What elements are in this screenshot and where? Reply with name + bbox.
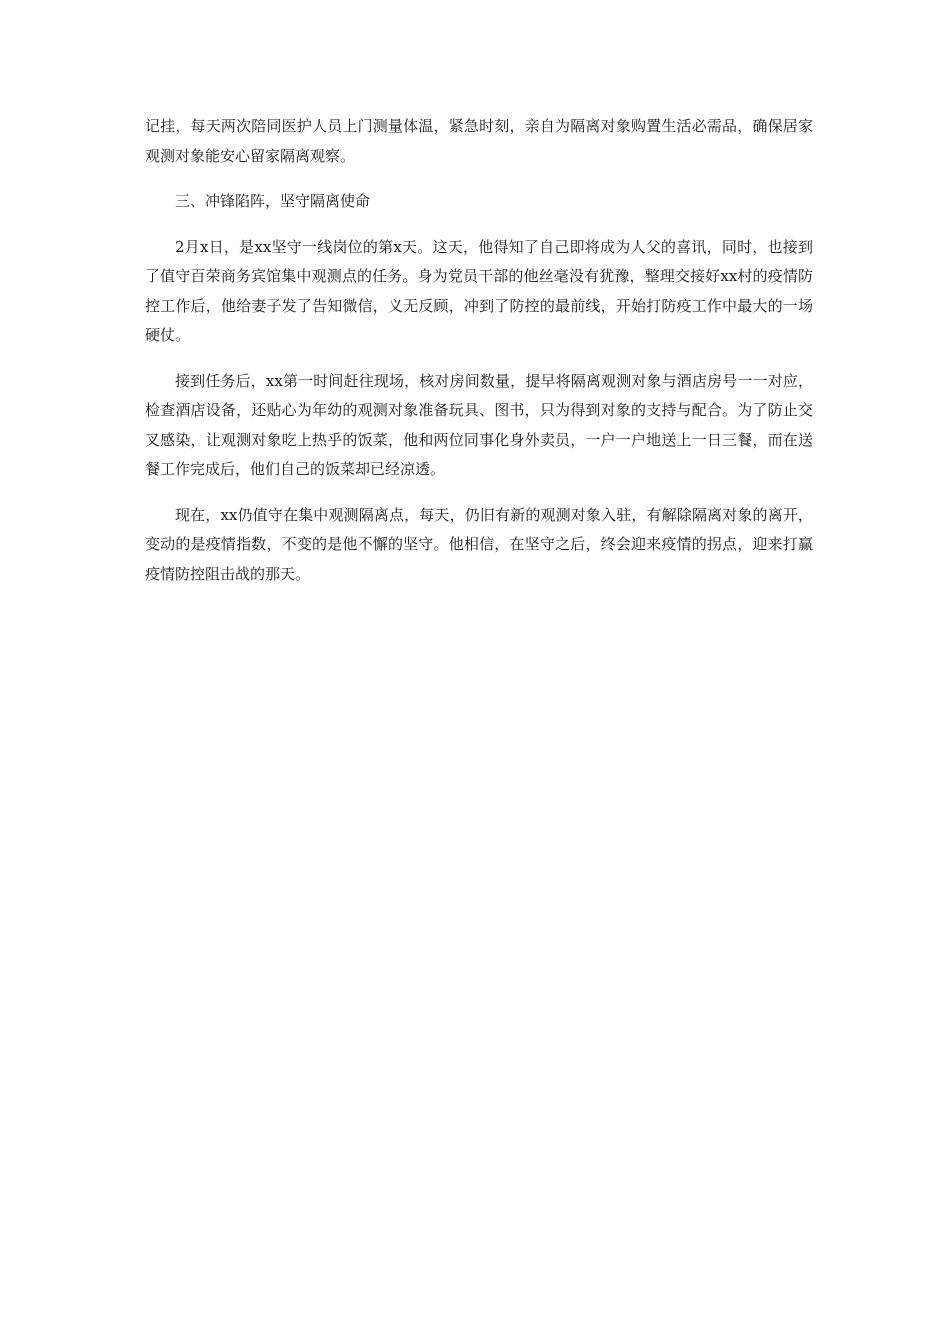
paragraph-continuation: 记挂，每天两次陪同医护人员上门测量体温，紧急时刻，亲自为隔离对象购置生活必需品，确保居家观测对象能安心留家隔离观察。	[145, 117, 813, 165]
paragraph: 现在，xx仍值守在集中观测隔离点，每天，仍旧有新的观测对象入驻，有解除隔离对象的离开，变动的是疫情指数，不变的是他不懈的坚守。他相信，在坚守之后，终会迎来疫情的拐点，迎来打赢疫情防控阻击战的那天。	[145, 505, 813, 583]
paragraph: 2月x日，是xx坚守一线岗位的第x天。这天，他得知了自己即将成为人父的喜讯，同时，也接到了值守百荣商务宾馆集中观测点的任务。身为党员干部的他丝毫没有犹豫，整理交接好xx村的疫情防控工作后，他给妻子发了告知微信，义无反顾，冲到了防控的最前线，开始打防疫工作中最大的一场硬仗。	[145, 237, 813, 344]
section-heading: 三、冲锋陷阵，坚守隔离使命	[175, 192, 371, 210]
paragraph: 接到任务后，xx第一时间赶往现场，核对房间数量，提早将隔离观测对象与酒店房号一一对应，检查酒店设备，还贴心为年幼的观测对象准备玩具、图书，只为得到对象的支持与配合。为了防止交叉感染，让观测对象吃上热乎的饭菜，他和两位同事化身外卖员，一户一户地送上一日三餐，而在送餐工作完成后，他们自己的饭菜却已经凉透。	[145, 371, 813, 478]
document-body	[145, 112, 813, 605]
